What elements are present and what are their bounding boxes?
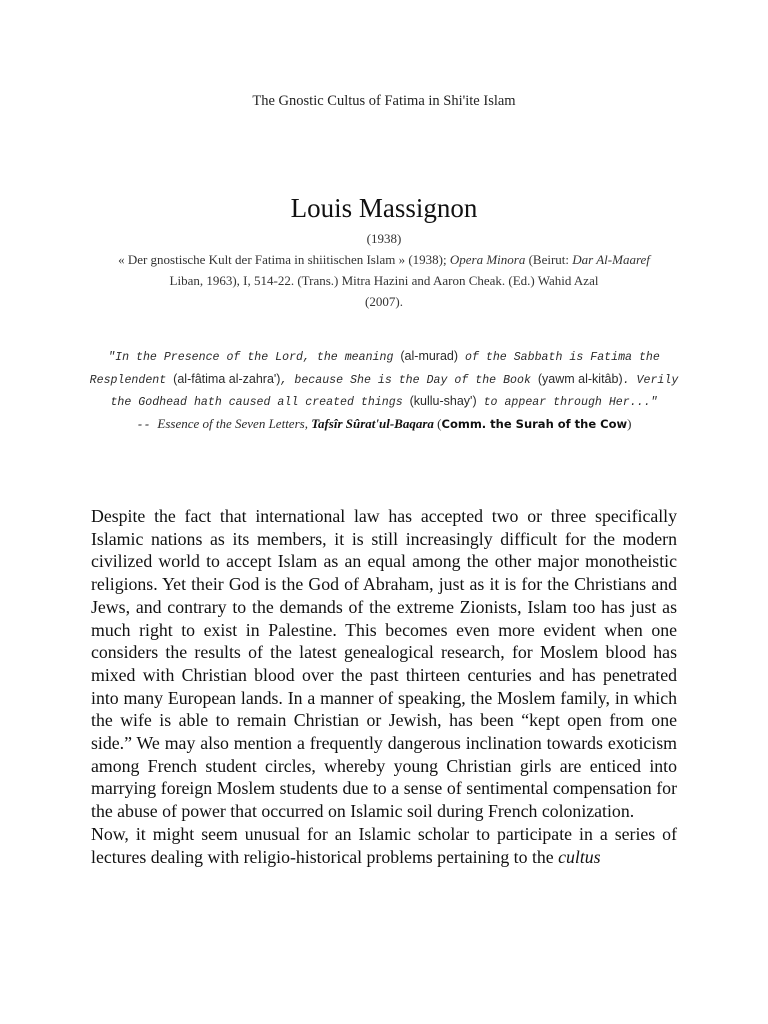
body-text bbox=[91, 505, 677, 868]
citation-opera-minora: Opera Minora bbox=[449, 252, 526, 267]
epigraph-quote bbox=[80, 346, 688, 436]
epigraph-term-3: (yawm al-kitâb) bbox=[537, 371, 623, 386]
epigraph-open-paren: ( bbox=[433, 415, 442, 431]
epigraph-text-1: "In the Presence of the Lord, the meaning bbox=[108, 351, 401, 364]
paragraph-1: Despite the fact that international law has accepted two or three specifically Islamic nations as its members, it is still increasingly difficult for the modern civilized world to accept Islam as an equal among the other major monotheistic religions. Yet their God is the God of Abraham, just as it is for the Christians and Jews, and contrary to the demands of the extreme Zionists, Islam too has just as much right to exist in Palestine. This becomes even more evident when one considers the results of the latest genealogical research, for Moslem blood has mixed with Christian blood over the past thirteen centuries and has penetrated into many European lands. In a manner of speaking, the Moslem family, in which the wife is able to remain Christian or Jewish, has been “kept open from one side.” We may also mention a frequently dangerous inclination towards exoticism among French student circles, whereby young Christian girls are enticed into marrying foreign Moslem students due to a sense of sentimental compensation for the abuse of power that occurred on Islamic soil during French colonization. bbox=[91, 506, 677, 822]
epigraph-dash: -- bbox=[136, 418, 158, 432]
paragraph-2-text: Now, it might seem unusual for an Islamic scholar to participate in a series of lectures dealing with religio-historical problems pertaining to the bbox=[91, 823, 677, 867]
epigraph-term-1: (al-murad) bbox=[400, 349, 459, 363]
epigraph-source: Essence of the Seven Letters, bbox=[157, 415, 312, 431]
epigraph-term-2: (al-fâtima al-zahra') bbox=[173, 371, 281, 386]
citation-text bbox=[100, 249, 668, 291]
epigraph-source-note: Comm. the Surah of the Cow bbox=[441, 416, 628, 431]
epigraph-source-title: Tafsîr Sûrat'ul-Baqara bbox=[311, 415, 434, 431]
author-name: Louis Massignon bbox=[290, 193, 478, 223]
epigraph-text-2: of the Sabbath is Fatima the Resplendent bbox=[89, 351, 660, 387]
paragraph-2-italic: cultus bbox=[558, 846, 601, 867]
epigraph-text-4: . Verily the Godhead hath caused all created things bbox=[110, 373, 679, 409]
edition-year: (2007). bbox=[365, 294, 403, 309]
citation-part-1: « Der gnostische Kult der Fatima in shiitischen Islam » (1938); bbox=[118, 252, 450, 267]
epigraph-term-4: (kullu-shay') bbox=[409, 394, 477, 408]
publication-year: (1938) bbox=[366, 231, 402, 246]
citation-part-2: (Beirut: bbox=[525, 252, 573, 267]
citation-block bbox=[100, 228, 668, 312]
citation-part-3: Liban, 1963), I, 514-22. (Trans.) Mitra Hazini and Aaron Cheak. (Ed.) Wahid Azal bbox=[169, 273, 599, 288]
paragraph-2 bbox=[91, 823, 677, 868]
citation-publisher: Dar Al-Maaref bbox=[572, 252, 650, 267]
document-title: The Gnostic Cultus of Fatima in Shi'ite Islam bbox=[252, 93, 516, 109]
epigraph-text-3: , because She is the Day of the Book bbox=[280, 373, 538, 387]
epigraph-text-5: to appear through Her..." bbox=[476, 396, 658, 409]
epigraph-close-paren: ) bbox=[627, 415, 632, 431]
